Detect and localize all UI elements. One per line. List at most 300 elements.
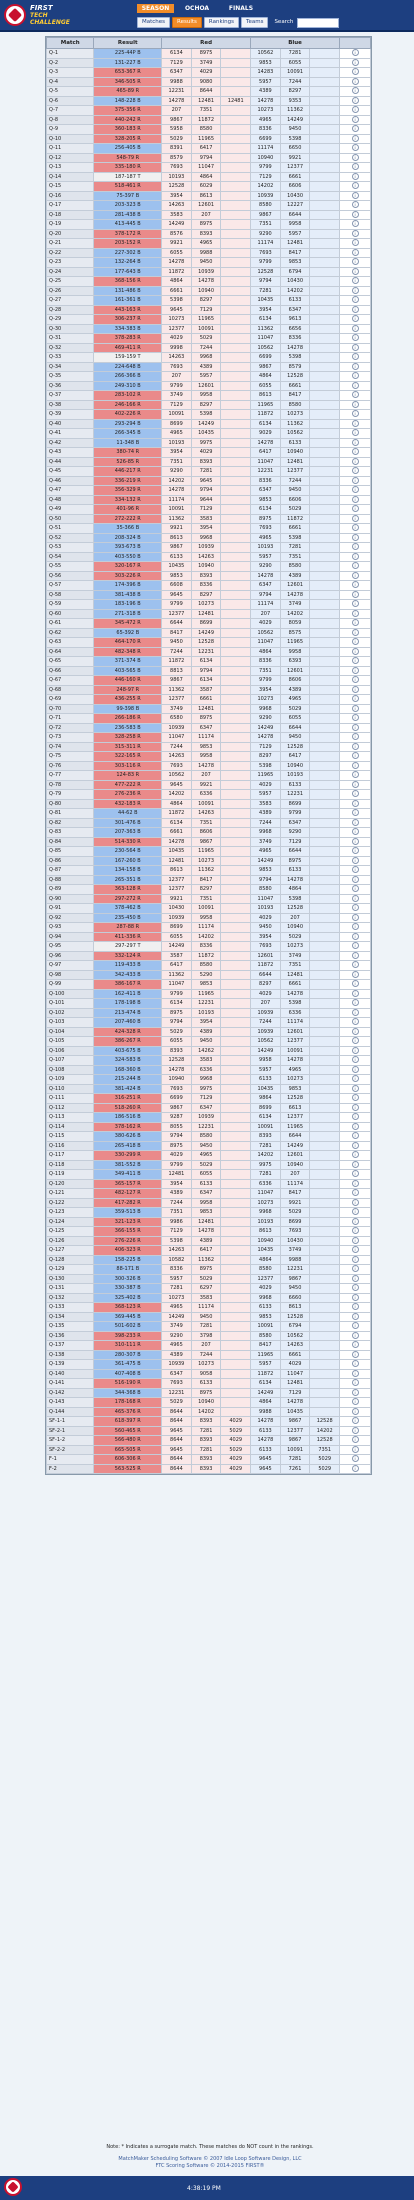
match-number[interactable]: Q-102 bbox=[47, 1008, 94, 1018]
red-team-2[interactable]: 10435 bbox=[191, 429, 221, 439]
info-icon[interactable]: i bbox=[352, 534, 359, 541]
match-number[interactable]: Q-58 bbox=[47, 590, 94, 600]
blue-team-1[interactable]: 11047 bbox=[251, 457, 281, 467]
match-details-cell[interactable] bbox=[340, 210, 371, 220]
red-team-2[interactable]: 4864 bbox=[191, 172, 221, 182]
info-icon[interactable]: i bbox=[352, 743, 359, 750]
info-icon[interactable]: i bbox=[352, 106, 359, 113]
blue-team-2[interactable]: 6661 bbox=[280, 381, 310, 391]
info-icon[interactable]: i bbox=[352, 781, 359, 788]
blue-team-1[interactable]: 8580 bbox=[251, 885, 281, 895]
info-icon[interactable]: i bbox=[352, 733, 359, 740]
red-team-1[interactable]: 14202 bbox=[162, 790, 192, 800]
blue-team-1[interactable]: 10562 bbox=[251, 1037, 281, 1047]
match-number[interactable]: Q-15 bbox=[47, 182, 94, 192]
match-number[interactable]: Q-28 bbox=[47, 305, 94, 315]
info-icon[interactable]: i bbox=[352, 1227, 359, 1234]
info-icon[interactable]: i bbox=[352, 952, 359, 959]
info-icon[interactable]: i bbox=[352, 1294, 359, 1301]
match-number[interactable]: Q-128 bbox=[47, 1255, 94, 1265]
info-icon[interactable]: i bbox=[352, 819, 359, 826]
info-icon[interactable]: i bbox=[352, 154, 359, 161]
match-details-cell[interactable] bbox=[340, 144, 371, 154]
match-details-cell[interactable] bbox=[340, 676, 371, 686]
red-team-1[interactable]: 8393 bbox=[162, 1046, 192, 1056]
match-number[interactable]: Q-126 bbox=[47, 1236, 94, 1246]
blue-team-2[interactable]: 6417 bbox=[280, 752, 310, 762]
blue-team-2[interactable]: 9958 bbox=[280, 647, 310, 657]
red-team-1[interactable]: 9290 bbox=[162, 467, 192, 477]
info-icon[interactable]: i bbox=[352, 904, 359, 911]
match-details-cell[interactable] bbox=[340, 153, 371, 163]
match-details-cell[interactable] bbox=[340, 543, 371, 553]
info-icon[interactable]: i bbox=[352, 562, 359, 569]
blue-team-1[interactable]: 11965 bbox=[251, 400, 281, 410]
blue-team-2[interactable]: 6650 bbox=[280, 144, 310, 154]
blue-team-2[interactable]: 6133 bbox=[280, 866, 310, 876]
info-icon[interactable]: i bbox=[352, 296, 359, 303]
search-input[interactable] bbox=[297, 18, 339, 28]
blue-team-1[interactable]: 6699 bbox=[251, 353, 281, 363]
match-number[interactable]: Q-53 bbox=[47, 543, 94, 553]
red-team-2[interactable]: 3954 bbox=[191, 524, 221, 534]
red-team-1[interactable]: 10193 bbox=[162, 438, 192, 448]
match-details-cell[interactable] bbox=[340, 571, 371, 581]
match-details-cell[interactable] bbox=[340, 1132, 371, 1142]
blue-team-2[interactable]: 9450 bbox=[280, 733, 310, 743]
blue-team-1[interactable]: 6055 bbox=[251, 381, 281, 391]
red-team-2[interactable]: 8975 bbox=[191, 1265, 221, 1275]
red-team-2[interactable]: 7281 bbox=[191, 1445, 221, 1455]
match-details-cell[interactable] bbox=[340, 1360, 371, 1370]
blue-team-2[interactable]: 8699 bbox=[280, 799, 310, 809]
red-team-1[interactable]: 12528 bbox=[162, 1056, 192, 1066]
red-team-1[interactable]: 9921 bbox=[162, 894, 192, 904]
info-icon[interactable]: i bbox=[352, 923, 359, 930]
blue-team-1[interactable]: 8699 bbox=[251, 1103, 281, 1113]
red-team-2[interactable]: 10939 bbox=[191, 267, 221, 277]
blue-team-2[interactable]: 7351 bbox=[280, 961, 310, 971]
info-icon[interactable]: i bbox=[352, 1047, 359, 1054]
match-details-cell[interactable] bbox=[340, 1075, 371, 1085]
blue-team-2[interactable]: 14249 bbox=[280, 115, 310, 125]
red-team-1[interactable]: 8613 bbox=[162, 866, 192, 876]
red-team-2[interactable]: 6134 bbox=[191, 657, 221, 667]
red-team-2[interactable]: 7351 bbox=[191, 106, 221, 116]
match-details-cell[interactable] bbox=[340, 1455, 371, 1465]
blue-team-2[interactable]: 12377 bbox=[280, 1037, 310, 1047]
match-number[interactable]: Q-19 bbox=[47, 220, 94, 230]
match-number[interactable]: Q-133 bbox=[47, 1303, 94, 1313]
blue-team-1[interactable]: 4864 bbox=[251, 372, 281, 382]
red-team-2[interactable]: 9958 bbox=[191, 913, 221, 923]
info-icon[interactable]: i bbox=[352, 1275, 359, 1282]
red-team-2[interactable]: 12601 bbox=[191, 201, 221, 211]
red-team-3[interactable]: 4029 bbox=[221, 1455, 251, 1465]
match-number[interactable]: Q-103 bbox=[47, 1018, 94, 1028]
match-details-cell[interactable] bbox=[340, 486, 371, 496]
blue-team-1[interactable]: 10562 bbox=[251, 628, 281, 638]
red-team-1[interactable]: 6134 bbox=[162, 818, 192, 828]
match-number[interactable]: Q-69 bbox=[47, 695, 94, 705]
blue-team-1[interactable]: 14278 bbox=[251, 733, 281, 743]
info-icon[interactable]: i bbox=[352, 125, 359, 132]
match-number[interactable]: Q-127 bbox=[47, 1246, 94, 1256]
blue-team-1[interactable]: 14249 bbox=[251, 1046, 281, 1056]
match-details-cell[interactable] bbox=[340, 1464, 371, 1474]
red-team-2[interactable]: 6133 bbox=[191, 1379, 221, 1389]
red-team-2[interactable]: 9988 bbox=[191, 248, 221, 258]
blue-team-3[interactable]: 5029 bbox=[310, 1464, 340, 1474]
red-team-1[interactable]: 10273 bbox=[162, 1293, 192, 1303]
match-number[interactable]: Q-98 bbox=[47, 970, 94, 980]
red-team-3[interactable]: 5029 bbox=[221, 1445, 251, 1455]
red-team-2[interactable]: 8393 bbox=[191, 1464, 221, 1474]
red-team-1[interactable]: 8644 bbox=[162, 1455, 192, 1465]
info-icon[interactable]: i bbox=[352, 1398, 359, 1405]
match-number[interactable]: Q-52 bbox=[47, 533, 94, 543]
red-team-2[interactable]: 3583 bbox=[191, 1056, 221, 1066]
red-team-2[interactable]: 7129 bbox=[191, 505, 221, 515]
info-icon[interactable]: i bbox=[352, 78, 359, 85]
red-team-2[interactable]: 14263 bbox=[191, 552, 221, 562]
blue-team-1[interactable]: 5957 bbox=[251, 1065, 281, 1075]
blue-team-2[interactable]: 9867 bbox=[280, 1417, 310, 1427]
red-team-2[interactable]: 14278 bbox=[191, 1227, 221, 1237]
info-icon[interactable]: i bbox=[352, 990, 359, 997]
match-number[interactable]: Q-140 bbox=[47, 1369, 94, 1379]
match-number[interactable]: Q-43 bbox=[47, 448, 94, 458]
match-details-cell[interactable] bbox=[340, 619, 371, 629]
info-icon[interactable]: i bbox=[352, 638, 359, 645]
blue-team-1[interactable]: 10562 bbox=[251, 49, 281, 59]
blue-team-2[interactable]: 6661 bbox=[280, 1350, 310, 1360]
match-number[interactable]: Q-142 bbox=[47, 1388, 94, 1398]
info-icon[interactable]: i bbox=[352, 1104, 359, 1111]
match-number[interactable]: Q-35 bbox=[47, 372, 94, 382]
info-icon[interactable]: i bbox=[352, 1218, 359, 1225]
red-team-1[interactable]: 9645 bbox=[162, 780, 192, 790]
red-team-1[interactable]: 12377 bbox=[162, 885, 192, 895]
match-details-cell[interactable] bbox=[340, 1113, 371, 1123]
blue-team-2[interactable]: 9988 bbox=[280, 1255, 310, 1265]
red-team-1[interactable]: 3954 bbox=[162, 191, 192, 201]
red-team-1[interactable]: 9853 bbox=[162, 571, 192, 581]
blue-team-2[interactable]: 9867 bbox=[280, 1436, 310, 1446]
blue-team-2[interactable]: 6393 bbox=[280, 657, 310, 667]
match-details-cell[interactable] bbox=[340, 1379, 371, 1389]
match-number[interactable]: Q-42 bbox=[47, 438, 94, 448]
match-number[interactable]: Q-8 bbox=[47, 115, 94, 125]
nav-results[interactable]: Results bbox=[172, 17, 202, 28]
match-details-cell[interactable] bbox=[340, 1388, 371, 1398]
red-team-2[interactable]: 3798 bbox=[191, 1331, 221, 1341]
blue-team-2[interactable]: 6656 bbox=[280, 324, 310, 334]
match-details-cell[interactable] bbox=[340, 1027, 371, 1037]
blue-team-1[interactable]: 10273 bbox=[251, 695, 281, 705]
blue-team-1[interactable]: 10435 bbox=[251, 1084, 281, 1094]
red-team-1[interactable]: 8055 bbox=[162, 1122, 192, 1132]
info-icon[interactable]: i bbox=[352, 971, 359, 978]
info-icon[interactable]: i bbox=[352, 1322, 359, 1329]
blue-team-2[interactable]: 14278 bbox=[280, 343, 310, 353]
blue-team-1[interactable]: 8393 bbox=[251, 1132, 281, 1142]
match-details-cell[interactable] bbox=[340, 324, 371, 334]
red-team-1[interactable]: 7244 bbox=[162, 1198, 192, 1208]
blue-team-2[interactable]: 8417 bbox=[280, 391, 310, 401]
blue-team-2[interactable]: 10273 bbox=[280, 942, 310, 952]
blue-team-2[interactable]: 10430 bbox=[280, 1236, 310, 1246]
match-details-cell[interactable] bbox=[340, 856, 371, 866]
blue-team-1[interactable]: 6699 bbox=[251, 134, 281, 144]
match-number[interactable]: F-2 bbox=[47, 1464, 94, 1474]
nav-rankings[interactable]: Rankings bbox=[204, 17, 239, 28]
match-details-cell[interactable] bbox=[340, 286, 371, 296]
match-number[interactable]: Q-136 bbox=[47, 1331, 94, 1341]
match-details-cell[interactable] bbox=[340, 799, 371, 809]
red-team-1[interactable]: 7693 bbox=[162, 1084, 192, 1094]
match-number[interactable]: Q-78 bbox=[47, 780, 94, 790]
red-team-2[interactable]: 12481 bbox=[191, 96, 221, 106]
red-team-1[interactable]: 9645 bbox=[162, 590, 192, 600]
blue-team-1[interactable]: 10940 bbox=[251, 1236, 281, 1246]
red-team-1[interactable]: 12481 bbox=[162, 856, 192, 866]
match-number[interactable]: Q-93 bbox=[47, 923, 94, 933]
info-icon[interactable]: i bbox=[352, 391, 359, 398]
blue-team-1[interactable]: 7693 bbox=[251, 524, 281, 534]
match-details-cell[interactable] bbox=[340, 818, 371, 828]
match-details-cell[interactable] bbox=[340, 733, 371, 743]
info-icon[interactable]: i bbox=[352, 1303, 359, 1310]
match-details-cell[interactable] bbox=[340, 742, 371, 752]
red-team-2[interactable]: 6134 bbox=[191, 676, 221, 686]
info-icon[interactable]: i bbox=[352, 496, 359, 503]
red-team-2[interactable]: 9975 bbox=[191, 1084, 221, 1094]
match-details-cell[interactable] bbox=[340, 96, 371, 106]
match-details-cell[interactable] bbox=[340, 1141, 371, 1151]
match-details-cell[interactable] bbox=[340, 628, 371, 638]
blue-team-1[interactable]: 8417 bbox=[251, 1341, 281, 1351]
info-icon[interactable]: i bbox=[352, 933, 359, 940]
red-team-1[interactable]: 8391 bbox=[162, 144, 192, 154]
match-details-cell[interactable] bbox=[340, 172, 371, 182]
match-number[interactable]: Q-131 bbox=[47, 1284, 94, 1294]
blue-team-1[interactable]: 12601 bbox=[251, 951, 281, 961]
blue-team-1[interactable]: 9958 bbox=[251, 1056, 281, 1066]
red-team-1[interactable]: 14278 bbox=[162, 837, 192, 847]
blue-team-1[interactable]: 207 bbox=[251, 999, 281, 1009]
blue-team-1[interactable]: 4029 bbox=[251, 913, 281, 923]
blue-team-1[interactable]: 14278 bbox=[251, 438, 281, 448]
red-team-2[interactable]: 11965 bbox=[191, 847, 221, 857]
red-team-3[interactable]: 4029 bbox=[221, 1436, 251, 1446]
blue-team-1[interactable]: 9975 bbox=[251, 1160, 281, 1170]
info-icon[interactable]: i bbox=[352, 1018, 359, 1025]
info-icon[interactable]: i bbox=[352, 372, 359, 379]
red-team-1[interactable]: 7693 bbox=[162, 761, 192, 771]
match-details-cell[interactable] bbox=[340, 201, 371, 211]
blue-team-1[interactable]: 4965 bbox=[251, 847, 281, 857]
red-team-2[interactable]: 7129 bbox=[191, 305, 221, 315]
match-details-cell[interactable] bbox=[340, 115, 371, 125]
red-team-1[interactable]: 14249 bbox=[162, 220, 192, 230]
info-icon[interactable]: i bbox=[352, 914, 359, 921]
red-team-3[interactable]: 5029 bbox=[221, 1426, 251, 1436]
blue-team-1[interactable]: 10273 bbox=[251, 106, 281, 116]
blue-team-2[interactable]: 9921 bbox=[280, 153, 310, 163]
info-icon[interactable]: i bbox=[352, 334, 359, 341]
blue-team-2[interactable]: 6660 bbox=[280, 1293, 310, 1303]
red-team-2[interactable]: 6336 bbox=[191, 790, 221, 800]
red-team-1[interactable]: 11362 bbox=[162, 970, 192, 980]
red-team-1[interactable]: 9799 bbox=[162, 381, 192, 391]
red-team-1[interactable]: 6417 bbox=[162, 961, 192, 971]
red-team-2[interactable]: 4965 bbox=[191, 1151, 221, 1161]
red-team-2[interactable]: 7281 bbox=[191, 1426, 221, 1436]
blue-team-1[interactable]: 10273 bbox=[251, 1198, 281, 1208]
blue-team-1[interactable]: 11174 bbox=[251, 239, 281, 249]
red-team-1[interactable]: 14263 bbox=[162, 1246, 192, 1256]
match-details-cell[interactable] bbox=[340, 752, 371, 762]
info-icon[interactable]: i bbox=[352, 1009, 359, 1016]
match-number[interactable]: Q-27 bbox=[47, 296, 94, 306]
blue-team-2[interactable]: 10273 bbox=[280, 1075, 310, 1085]
blue-team-2[interactable]: 9921 bbox=[280, 1198, 310, 1208]
info-icon[interactable]: i bbox=[352, 876, 359, 883]
red-team-1[interactable]: 4965 bbox=[162, 429, 192, 439]
red-team-2[interactable]: 14278 bbox=[191, 277, 221, 287]
red-team-1[interactable]: 14263 bbox=[162, 353, 192, 363]
red-team-1[interactable]: 9287 bbox=[162, 1113, 192, 1123]
red-team-1[interactable]: 14202 bbox=[162, 476, 192, 486]
match-details-cell[interactable] bbox=[340, 1322, 371, 1332]
match-number[interactable]: Q-105 bbox=[47, 1037, 94, 1047]
red-team-1[interactable]: 8417 bbox=[162, 628, 192, 638]
blue-team-2[interactable]: 12377 bbox=[280, 467, 310, 477]
match-number[interactable]: Q-64 bbox=[47, 647, 94, 657]
blue-team-2[interactable]: 5398 bbox=[280, 894, 310, 904]
blue-team-2[interactable]: 7244 bbox=[280, 77, 310, 87]
blue-team-2[interactable]: 10562 bbox=[280, 429, 310, 439]
blue-team-1[interactable]: 6336 bbox=[251, 1179, 281, 1189]
match-number[interactable]: Q-92 bbox=[47, 913, 94, 923]
match-details-cell[interactable] bbox=[340, 1274, 371, 1284]
red-team-2[interactable]: 8644 bbox=[191, 87, 221, 97]
info-icon[interactable]: i bbox=[352, 306, 359, 313]
blue-team-1[interactable]: 11965 bbox=[251, 1350, 281, 1360]
red-team-2[interactable]: 11362 bbox=[191, 1255, 221, 1265]
red-team-1[interactable]: 3583 bbox=[162, 210, 192, 220]
match-details-cell[interactable] bbox=[340, 685, 371, 695]
red-team-2[interactable]: 8297 bbox=[191, 296, 221, 306]
red-team-2[interactable]: 14202 bbox=[191, 932, 221, 942]
red-team-1[interactable]: 10435 bbox=[162, 847, 192, 857]
blue-team-1[interactable]: 9853 bbox=[251, 1312, 281, 1322]
match-number[interactable]: Q-138 bbox=[47, 1350, 94, 1360]
blue-team-2[interactable]: 7129 bbox=[280, 1388, 310, 1398]
red-team-2[interactable]: 10193 bbox=[191, 1008, 221, 1018]
match-details-cell[interactable] bbox=[340, 1084, 371, 1094]
blue-team-1[interactable]: 9029 bbox=[251, 429, 281, 439]
blue-team-1[interactable]: 10435 bbox=[251, 296, 281, 306]
blue-team-1[interactable]: 7281 bbox=[251, 1170, 281, 1180]
red-team-1[interactable]: 3954 bbox=[162, 448, 192, 458]
match-details-cell[interactable] bbox=[340, 913, 371, 923]
match-details-cell[interactable] bbox=[340, 343, 371, 353]
red-team-1[interactable]: 9799 bbox=[162, 600, 192, 610]
match-number[interactable]: Q-104 bbox=[47, 1027, 94, 1037]
blue-team-2[interactable]: 11965 bbox=[280, 1122, 310, 1132]
match-details-cell[interactable] bbox=[340, 1293, 371, 1303]
red-team-2[interactable]: 9450 bbox=[191, 258, 221, 268]
red-team-1[interactable]: 9794 bbox=[162, 1018, 192, 1028]
match-number[interactable]: Q-77 bbox=[47, 771, 94, 781]
blue-team-1[interactable]: 14278 bbox=[251, 1436, 281, 1446]
blue-team-2[interactable]: 6133 bbox=[280, 438, 310, 448]
match-details-cell[interactable] bbox=[340, 1170, 371, 1180]
match-number[interactable]: Q-11 bbox=[47, 144, 94, 154]
match-details-cell[interactable] bbox=[340, 989, 371, 999]
blue-team-2[interactable]: 8417 bbox=[280, 248, 310, 258]
match-number[interactable]: Q-13 bbox=[47, 163, 94, 173]
red-team-2[interactable]: 6133 bbox=[191, 1179, 221, 1189]
blue-team-2[interactable]: 5398 bbox=[280, 999, 310, 1009]
red-team-2[interactable]: 4029 bbox=[191, 448, 221, 458]
match-number[interactable]: Q-110 bbox=[47, 1084, 94, 1094]
blue-team-1[interactable]: 7281 bbox=[251, 286, 281, 296]
blue-team-1[interactable]: 6134 bbox=[251, 1113, 281, 1123]
match-details-cell[interactable] bbox=[340, 248, 371, 258]
red-team-1[interactable]: 12377 bbox=[162, 695, 192, 705]
match-number[interactable]: Q-87 bbox=[47, 866, 94, 876]
blue-team-1[interactable]: 7129 bbox=[251, 742, 281, 752]
match-number[interactable]: Q-71 bbox=[47, 714, 94, 724]
match-number[interactable]: Q-132 bbox=[47, 1293, 94, 1303]
match-number[interactable]: Q-21 bbox=[47, 239, 94, 249]
red-team-2[interactable]: 8606 bbox=[191, 828, 221, 838]
blue-team-2[interactable]: 10430 bbox=[280, 191, 310, 201]
red-team-2[interactable]: 8975 bbox=[191, 714, 221, 724]
red-team-2[interactable]: 4389 bbox=[191, 1236, 221, 1246]
red-team-2[interactable]: 11965 bbox=[191, 134, 221, 144]
red-team-2[interactable]: 6029 bbox=[191, 182, 221, 192]
info-icon[interactable]: i bbox=[352, 771, 359, 778]
blue-team-1[interactable]: 9290 bbox=[251, 714, 281, 724]
match-number[interactable]: Q-51 bbox=[47, 524, 94, 534]
match-number[interactable]: Q-130 bbox=[47, 1274, 94, 1284]
match-details-cell[interactable] bbox=[340, 1303, 371, 1313]
match-details-cell[interactable] bbox=[340, 970, 371, 980]
blue-team-2[interactable]: 8699 bbox=[280, 1217, 310, 1227]
blue-team-2[interactable]: 3749 bbox=[280, 1246, 310, 1256]
match-details-cell[interactable] bbox=[340, 410, 371, 420]
red-team-1[interactable]: 6134 bbox=[162, 999, 192, 1009]
blue-team-2[interactable]: 5029 bbox=[280, 932, 310, 942]
red-team-2[interactable]: 6347 bbox=[191, 1103, 221, 1113]
match-number[interactable]: Q-129 bbox=[47, 1265, 94, 1275]
blue-team-2[interactable]: 8613 bbox=[280, 1303, 310, 1313]
blue-team-1[interactable]: 14249 bbox=[251, 1388, 281, 1398]
match-number[interactable]: F-1 bbox=[47, 1455, 94, 1465]
match-details-cell[interactable] bbox=[340, 723, 371, 733]
red-team-2[interactable]: 207 bbox=[191, 771, 221, 781]
red-team-1[interactable]: 12377 bbox=[162, 609, 192, 619]
red-team-1[interactable]: 10273 bbox=[162, 315, 192, 325]
red-team-2[interactable]: 8699 bbox=[191, 619, 221, 629]
match-number[interactable]: Q-109 bbox=[47, 1075, 94, 1085]
info-icon[interactable]: i bbox=[352, 1417, 359, 1424]
info-icon[interactable]: i bbox=[352, 277, 359, 284]
